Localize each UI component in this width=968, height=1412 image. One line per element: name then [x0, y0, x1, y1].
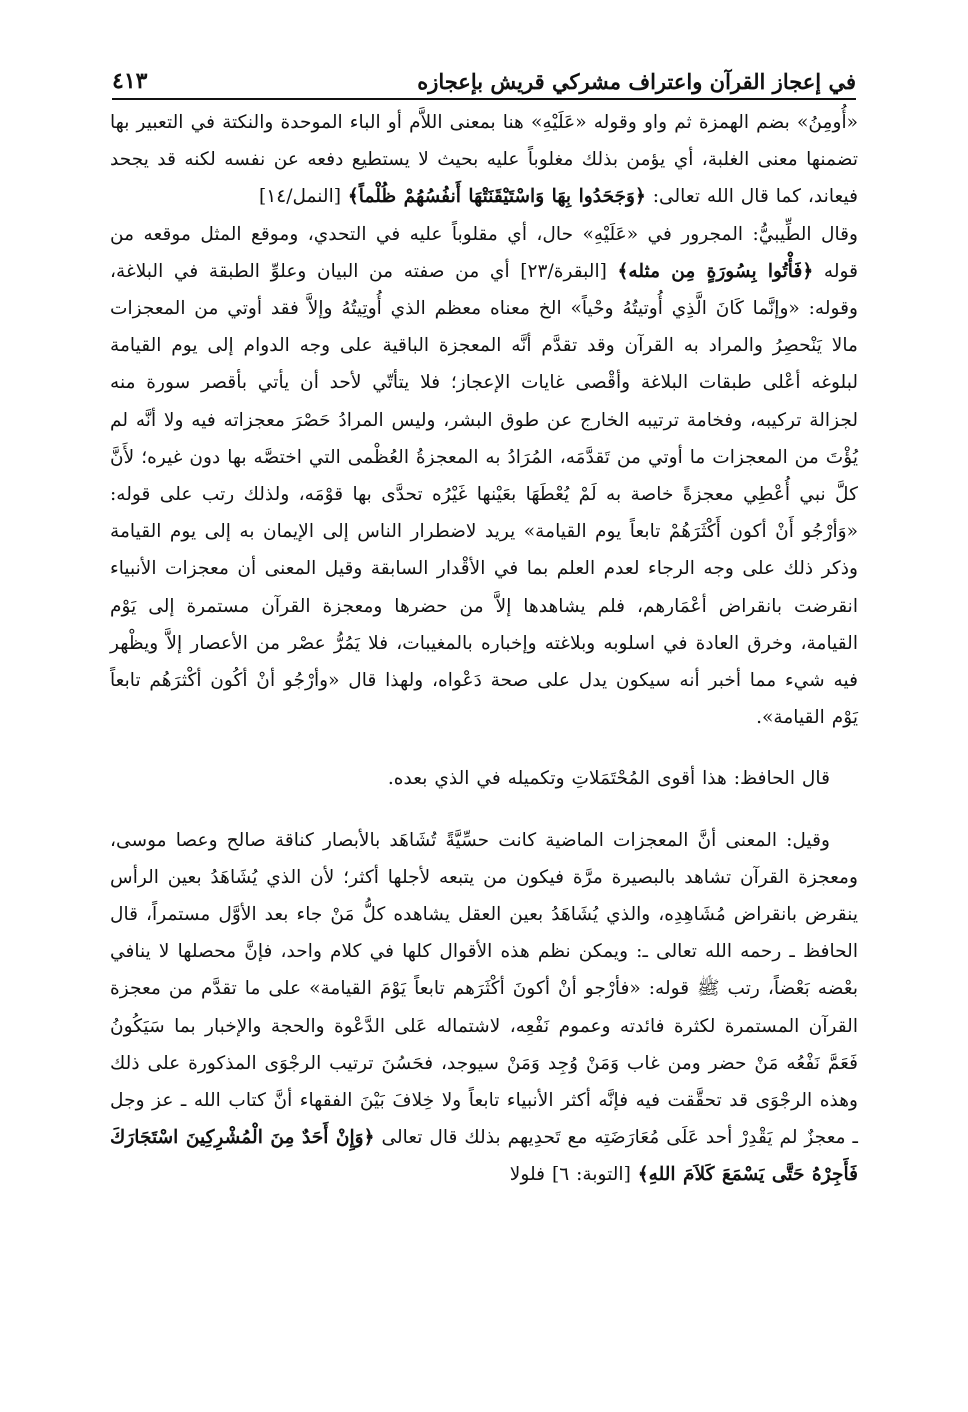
paragraph-1: [110, 104, 858, 216]
quran-verse: ﴿فَأْتُوا بِسُورَةٍ مِن مثله﴾: [617, 260, 814, 282]
running-header: [112, 50, 856, 100]
text-segment: [التوبة: ٦] فلولا: [509, 1164, 638, 1186]
quran-verse: ﴿وَإِنْ أَحَدٌ مِنَ الْمُشْرِكِينَ اسْتَجَارَكَ فَأَجِرْهُ حَتَّى يَسْمَعَ كَلاَمَ اللهِ﴾: [110, 1127, 858, 1186]
text-segment: «أُومِنُ» بضم الهمزة ثم واو وقوله «عَلَيْهِ» هنا بمعنى اللاَّم أو الباء الموحدة والنكتة في التعبير بها تضمنها معنى الغلبة، أي يؤمن بذلك مغلوباً عليه بحيث لا يستطيع دفعه عن نفسه لكنه قد يجحد فيعاند، كما قال الله تعالى:: [110, 112, 858, 208]
text-segment: وقال الطِّيبيُّ: المجرور في «عَلَيْهِ» حال، أي مقلوباً عليه في التحدي، وموقع المثل موقعه من قوله: [110, 223, 859, 282]
paragraph-2: [110, 216, 858, 737]
quran-verse: ﴿وَجَحَدُوا بِهَا وَاسْتَيْقَنَتْهَا أَنفُسُهُمْ ظُلْماً﴾: [347, 186, 646, 208]
verse-reference: [النمل/١٤]: [258, 186, 348, 208]
text-segment: وقيل: المعنى أنَّ المعجزات الماضية كانت حسِّيَّةً تُشَاهَد بالأبصار كناقة صالح وعصا موسى، ومعجزة القرآن تشاهد بالبصيرة مرَّة فيكون من يتبعه لأجلها أكثر؛ لأن الذي يُشَاهَدُ بعين الرأس ينقرض بانقراض مُشَاهِدِه، والذي يُشَاهَدُ بعين العقل يشاهده كلُّ مَنْ جاء بعد الأوَّل مستمراً، قال الحافظ ـ رحمه الله تعالى ـ: ويمكن نظم هذه الأقوال كلها في كلام واحد، فإنَّ محصلها لا ينافي بعْضه بَعْضاً، رتب ﷺ قوله: «فأرْجو أنْ أكونَ أكْثَرَهم تابعاً يَوْمَ القيامة» على ما تقدَّم من معجزة القرآن المستمرة لكثرة فائدته وعموم نَفْعِه، لاشتماله عَلى الدَّعْوة والحجة والإخبار بما سَيَكُونُ فَعَمَّ نَفْعُه مَنْ حضر ومن غاب وَمَنْ وُجِد وَمَنْ سيوجد، فحَسُنَ ترتيب الرجْوَى المذكورة على ذلك وهذه الرجْوَى قد تحقَّقت فيه فإنَّه أكثر الأنبياء تابعاً ولا خِلافَ بَيْنَ الفقهاء أنَّ كتاب الله ـ عز وجل ـ معجزٌ لم يَقْدِرْ أحد عَلَى مُعَارَضَتِه مع تَحدِيهم بذلك قال تعالى: [110, 829, 858, 1149]
paragraph-4: [110, 822, 858, 1194]
text-segment: قال الحافظ: هذا أقوى المُحْتَمَلاتِ وتكميله في الذي بعده.: [387, 768, 830, 790]
main-text: [110, 104, 858, 1194]
page-number: ٤١٣: [112, 68, 148, 94]
running-title: في إعجاز القرآن واعتراف مشركي قريش بإعجازه: [417, 69, 856, 94]
text-segment: [البقرة/٢٣] أي من صفته من البيان وعلوِّ الطبقة في البلاغة، وقوله: «وإنَّما كَانَ الَّذِي أُوتيتُهُ وحْياً» الخ معناه معظم الذي أُوتِيتُهُ وإلاَّ فقد أوتي من المعجزات مالا يَنْحصِرُ والمراد به القرآن وقد تقدَّم أنَّه المعجزة الباقية على وجه الدوام إلى يوم القيامة لبلوغه أعْلى طبقات البلاغة وأقْصى غايات الإعجاز؛ فلا يتأتّي لأحد أن يأتي بأقصر سورة منه لجزالة تركيبه، وفخامة ترتيبه الخارج عن طوق البشر، وليس المرادُ حَصْرَ معجزاته فيه ولا أنَّه لم يُؤْتَ من المعجزات ما أوتي من تَقدَّمَه، المُرَادُ به المعجزةُ العُظْمى التي اختصَّه بها دون غيره؛ لأَنَّ كلَّ نبي أُعْطِي معجزةً خاصة به لَمْ يُعْطَهَا بعَيْنها غَيْرُه تحدَّى بها قوْمَه، ولذلك رتب على قوله: «وَأرْجُو أَنْ أكون أَكْثَرَهُمْ تابعاً يوم القيامة» يريد لاضطرار الناس إلى الإيمان به إلى يوم القيامة وذكر ذلك على وجه الرجاء لعدم العلم بما في الأقْدار السابقة وقيل المعنى أن معجزات الأنبياء انقرضت بانقراض أعْمَارهم، فلم يشاهدها إلاَّ من حضرها ومعجزة القرآن مستمرة إلى يَوْم القيامة، وخرق العادة في اسلوبه وبلاغته وإخباره بالمغيبات، فلا يَمُرُّ عصْر من الأعصار إلاَّ ويظْهر فيه شيء مما أخبر أنه سيكون يدل على صحة دَعْواه، ولهذا قال «وأرْجُو أنْ أكُون أكْثرَهُم تابعاً يَوْم القيامة».: [110, 260, 858, 729]
paragraph-3: [110, 760, 858, 797]
